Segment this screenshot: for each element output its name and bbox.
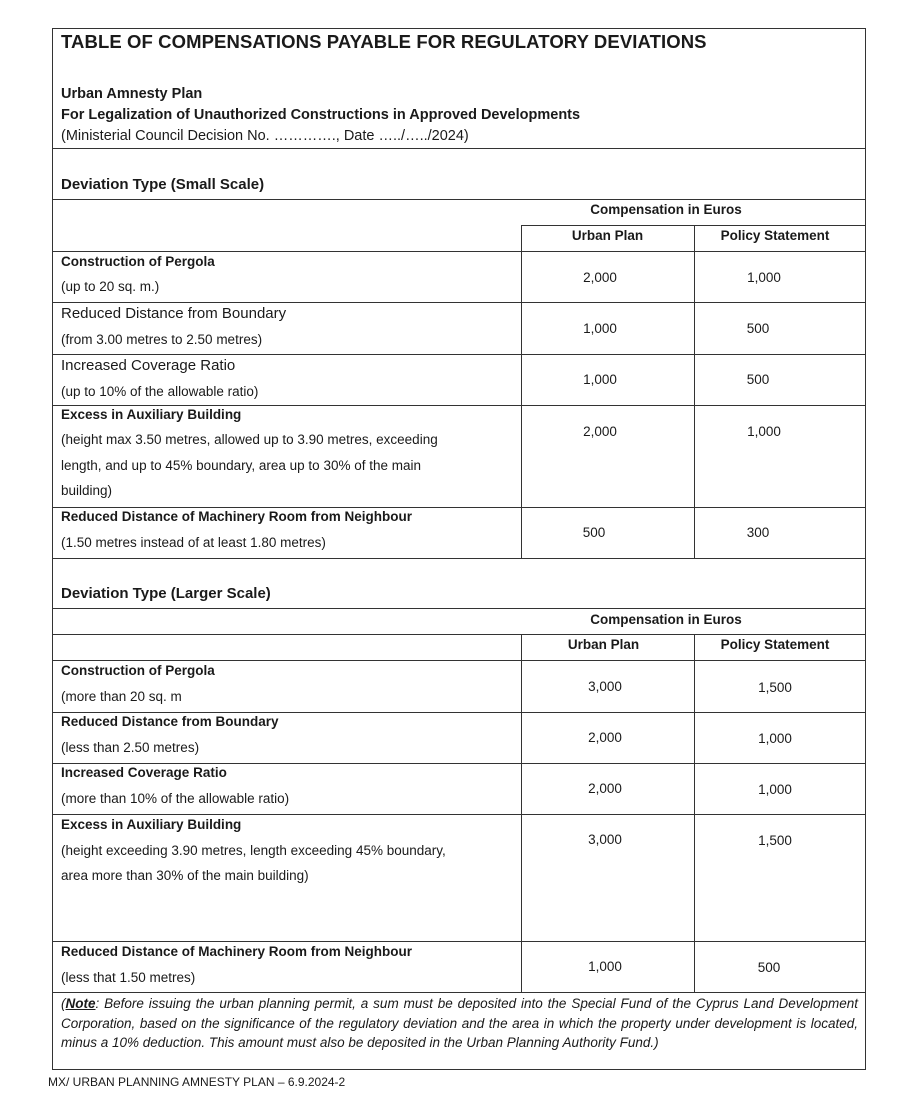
- value-policy-statement: 500: [746, 321, 770, 336]
- divider: [52, 992, 866, 993]
- value-urban-plan: 2,000: [588, 781, 622, 796]
- divider: [52, 405, 866, 406]
- value-urban-plan: 2,000: [583, 424, 617, 439]
- value-urban-plan: 3,000: [588, 832, 622, 847]
- row-title: Reduced Distance from Boundary: [61, 714, 279, 729]
- value-policy-statement: 500: [757, 960, 781, 975]
- value-urban-plan: 3,000: [588, 679, 622, 694]
- row-detail: (less than 2.50 metres): [61, 740, 200, 755]
- row-title: Reduced Distance from Boundary: [61, 305, 287, 322]
- divider: [52, 634, 866, 635]
- value-policy-statement: 1,000: [747, 424, 781, 439]
- value-policy-statement: 300: [746, 525, 770, 540]
- value-policy-statement: 500: [746, 372, 770, 387]
- divider: [52, 941, 866, 942]
- divider: [52, 558, 866, 559]
- section-heading-small-scale: Deviation Type (Small Scale): [61, 176, 265, 193]
- row-detail: (more than 20 sq. m: [61, 689, 182, 704]
- row-detail: (from 3.00 metres to 2.50 metres): [61, 332, 263, 347]
- row-detail: (1.50 metres instead of at least 1.80 metres): [61, 535, 326, 550]
- column-header-urban-plan: Urban Plan: [567, 637, 640, 652]
- section-heading-larger-scale: Deviation Type (Larger Scale): [61, 585, 271, 602]
- row-title: Construction of Pergola: [61, 254, 215, 269]
- value-policy-statement: 1,500: [758, 680, 792, 695]
- row-title: Reduced Distance of Machinery Room from Neighbour: [61, 944, 413, 959]
- document-footer: MX/ URBAN PLANNING AMNESTY PLAN – 6.9.2024-2: [48, 1075, 346, 1089]
- row-title: Construction of Pergola: [61, 663, 215, 678]
- row-detail: (less that 1.50 metres): [61, 970, 196, 985]
- divider: [52, 507, 866, 508]
- plan-name: Urban Amnesty Plan: [61, 86, 203, 102]
- row-detail: (height max 3.50 metres, allowed up to 3.90 metres, exceeding: [61, 432, 438, 447]
- row-detail: area more than 30% of the main building): [61, 868, 309, 883]
- note-paragraph: (Note: Before issuing the urban planning permit, a sum must be deposited into the Special Fund of the Cyprus Land Development Corporation, based on the significance of the regulatory deviation and the area in which the property under development is located, minus a 10% deduction. This amount must also be deposited in the Urban Planning Authority Fund.): [61, 996, 858, 1050]
- divider: [52, 608, 866, 609]
- value-policy-statement: 1,500: [758, 833, 792, 848]
- divider: [52, 660, 866, 661]
- value-urban-plan: 1,000: [583, 321, 617, 336]
- row-detail: (up to 10% of the allowable ratio): [61, 384, 259, 399]
- divider: [52, 199, 866, 200]
- divider: [52, 148, 866, 149]
- value-urban-plan: 2,000: [583, 270, 617, 285]
- compensation-group-header: Compensation in Euros: [590, 202, 742, 217]
- page-title: TABLE OF COMPENSATIONS PAYABLE FOR REGULATORY DEVIATIONS: [61, 31, 707, 52]
- value-urban-plan: 2,000: [588, 730, 622, 745]
- value-policy-statement: 1,000: [758, 731, 792, 746]
- row-detail: (up to 20 sq. m.): [61, 279, 160, 294]
- divider: [52, 763, 866, 764]
- column-header-policy-statement: Policy Statement: [720, 228, 830, 243]
- divider: [52, 712, 866, 713]
- divider: [52, 354, 866, 355]
- row-detail: length, and up to 45% boundary, area up to 30% of the main: [61, 458, 422, 473]
- value-urban-plan: 1,000: [583, 372, 617, 387]
- row-detail: (more than 10% of the allowable ratio): [61, 791, 290, 806]
- value-urban-plan: 500: [582, 525, 606, 540]
- row-detail: (height exceeding 3.90 metres, length exceeding 45% boundary,: [61, 843, 446, 858]
- decision-reference: (Ministerial Council Decision No. …………., Date …../…../2024): [61, 128, 469, 144]
- value-policy-statement: 1,000: [758, 782, 792, 797]
- note-label: Note: [65, 996, 96, 1011]
- row-title: Reduced Distance of Machinery Room from Neighbour: [61, 509, 413, 524]
- note-text: : Before issuing the urban planning permit, a sum must be deposited into the Special Fund of the Cyprus Land Development Corporation, based on the significance of the regulatory deviation and the area in which the property under development is located, minus a 10% deduction. This amount must also be deposited in the Urban Planning Authority Fund.): [61, 996, 858, 1050]
- row-title: Increased Coverage Ratio: [61, 357, 236, 374]
- column-header-urban-plan: Urban Plan: [571, 228, 644, 243]
- row-detail: building): [61, 483, 113, 498]
- value-policy-statement: 1,000: [747, 270, 781, 285]
- column-header-policy-statement: Policy Statement: [720, 637, 830, 652]
- divider: [52, 814, 866, 815]
- row-title: Excess in Auxiliary Building: [61, 407, 242, 422]
- row-title: Increased Coverage Ratio: [61, 765, 227, 780]
- divider: [52, 251, 866, 252]
- compensation-group-header: Compensation in Euros: [590, 612, 742, 627]
- row-title: Excess in Auxiliary Building: [61, 817, 242, 832]
- plan-purpose: For Legalization of Unauthorized Constructions in Approved Developments: [61, 107, 581, 123]
- divider: [52, 302, 866, 303]
- value-urban-plan: 1,000: [588, 959, 622, 974]
